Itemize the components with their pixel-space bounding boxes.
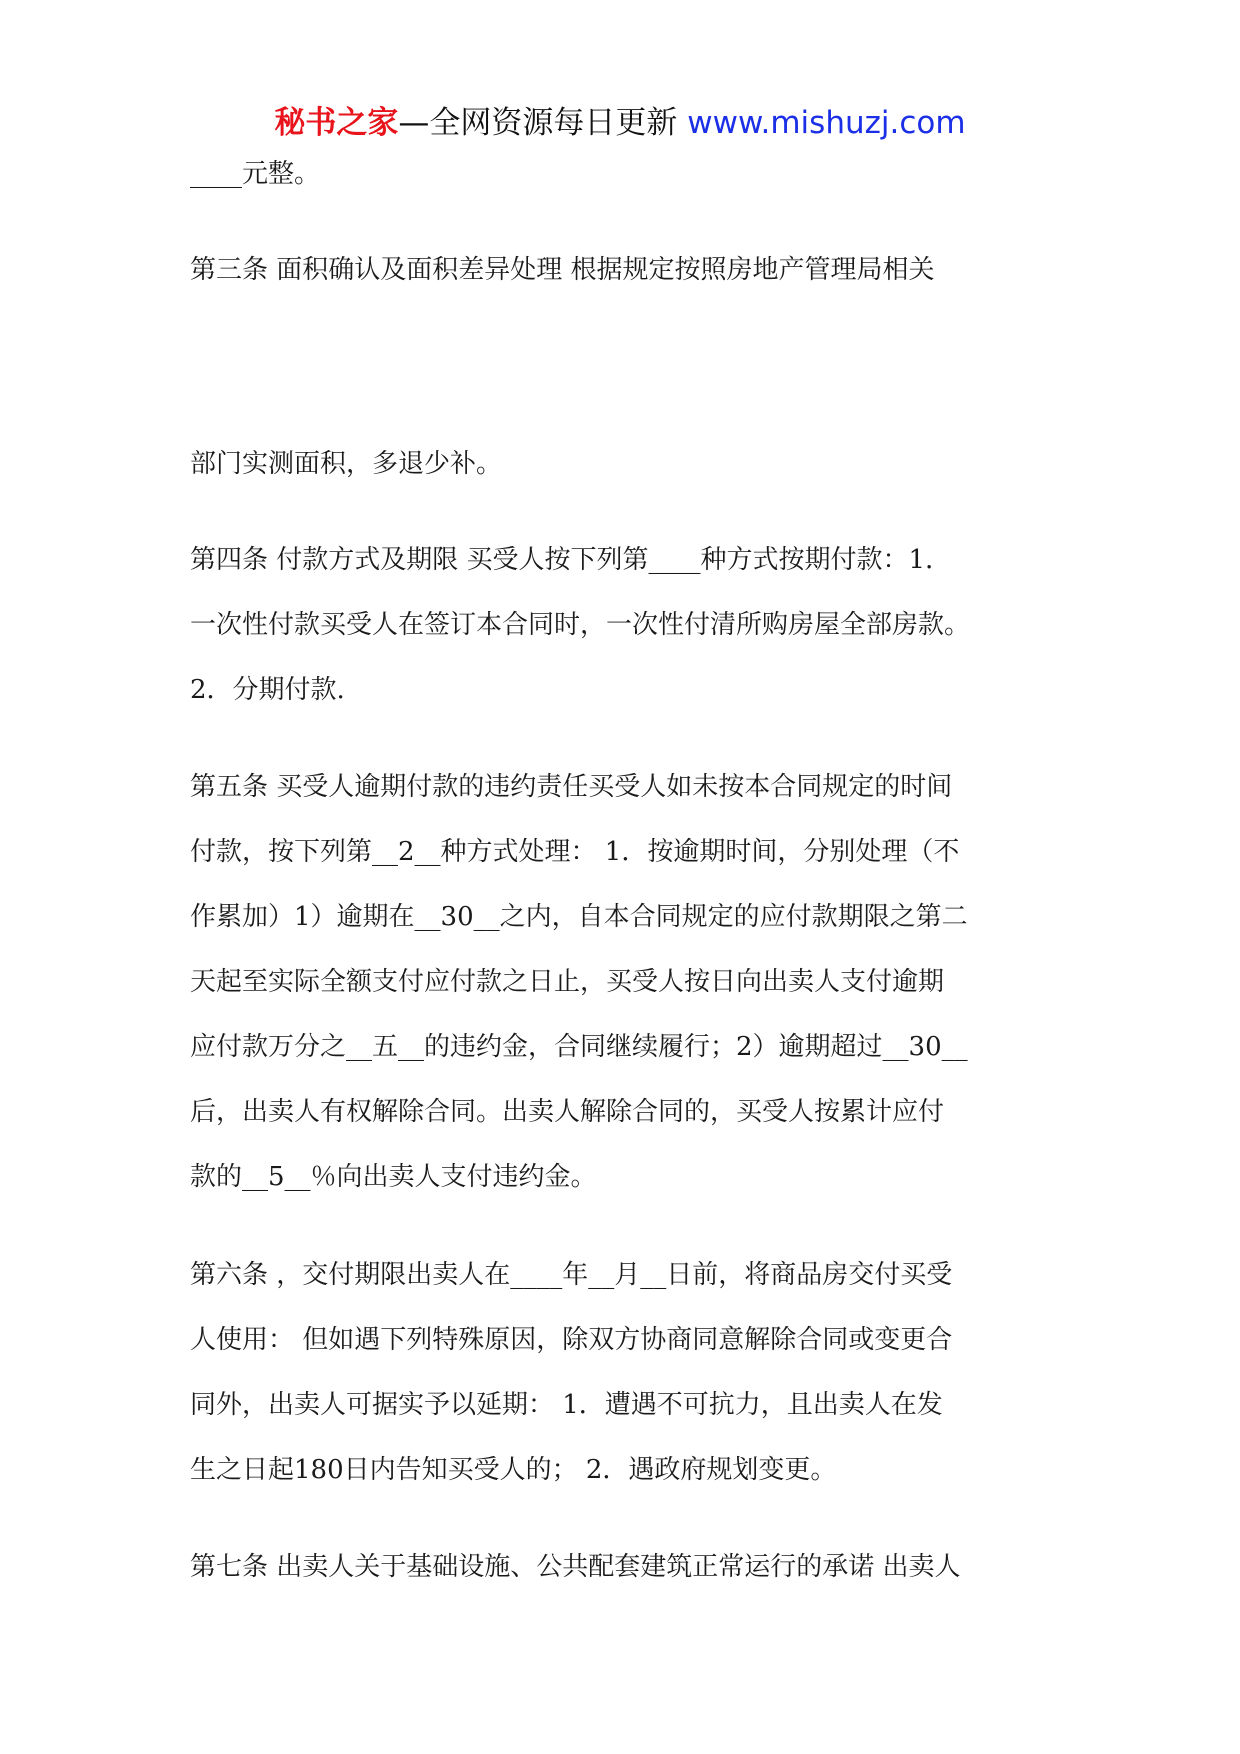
text-line: 作累加）1）逾期在__30__之内，自本合同规定的应付款期限之第二: [190, 902, 968, 932]
text-line: 第六条 ，交付期限出卖人在____年__月__日前，将商品房交付买受: [190, 1260, 953, 1290]
text-line: ____元整。: [190, 159, 321, 189]
site-url-link[interactable]: www.mishuzj.com: [687, 105, 966, 141]
article-3-continued: [190, 432, 1070, 497]
text-line: 一次性付款买受人在签订本合同时，一次性付清所购房屋全部房款。: [190, 610, 971, 640]
article-7: [190, 1535, 1070, 1600]
article-5: [190, 755, 1070, 1210]
text-line: 后，出卖人有权解除合同。出卖人解除合同的，买受人按累计应付: [190, 1097, 945, 1127]
article-6: [190, 1243, 1070, 1503]
text-line: 第三条 面积确认及面积差异处理 根据规定按照房地产管理局相关: [190, 255, 935, 285]
article-3: [190, 238, 1070, 303]
brand-name: 秘书之家: [274, 105, 399, 141]
text-line: 付款，按下列第__2__种方式处理： 1．按逾期时间，分别处理（不: [190, 837, 960, 867]
site-header: [0, 100, 1240, 146]
text-line: 第七条 出卖人关于基础设施、公共配套建筑正常运行的承诺 出卖人: [190, 1552, 961, 1582]
text-line: 款的__5__％向出卖人支付违约金。: [190, 1162, 597, 1192]
header-slogan: —全网资源每日更新: [398, 105, 678, 141]
text-line: 生之日起180日内告知买受人的； 2．遇政府规划变更。: [190, 1455, 837, 1485]
text-line: 2．分期付款.: [190, 675, 345, 705]
paragraph-price-end: [190, 142, 1070, 207]
text-line: 同外，出卖人可据实予以延期： 1．遭遇不可抗力，且出卖人在发: [190, 1390, 943, 1420]
text-line: 人使用： 但如遇下列特殊原因，除双方协商同意解除合同或变更合: [190, 1325, 953, 1355]
article-4: [190, 528, 1070, 723]
text-line: 第五条 买受人逾期付款的违约责任买受人如未按本合同规定的时间: [190, 772, 953, 802]
text-line: 第四条 付款方式及期限 买受人按下列第____种方式按期付款：1．: [190, 545, 952, 575]
text-line: 天起至实际全额支付应付款之日止，买受人按日向出卖人支付逾期: [190, 967, 945, 997]
text-line: 部门实测面积，多退少补。: [190, 449, 503, 479]
text-line: 应付款万分之__五__的违约金，合同继续履行；2）逾期超过__30__: [190, 1032, 968, 1062]
